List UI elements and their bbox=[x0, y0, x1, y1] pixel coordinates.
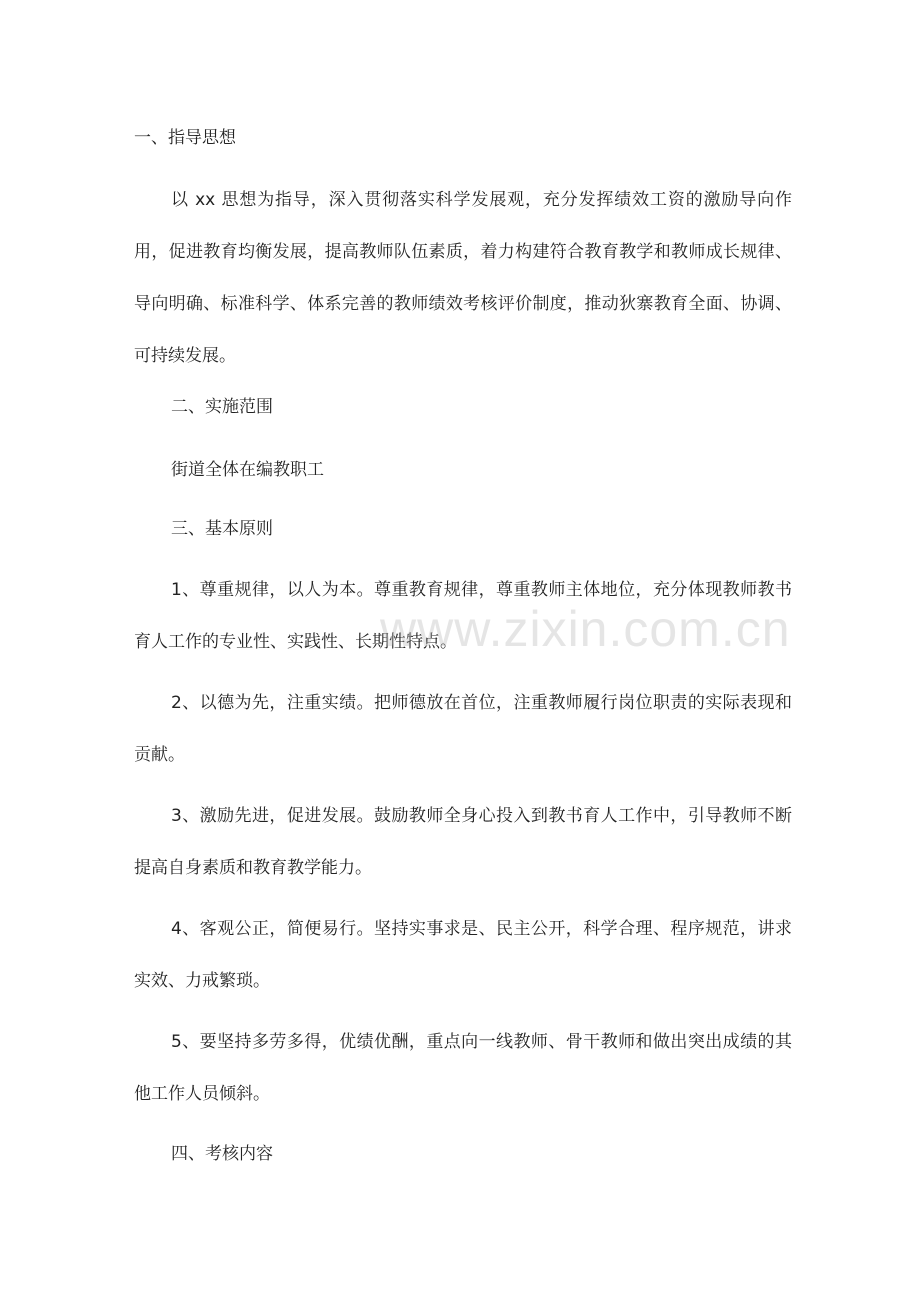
principle-item-4: 4、客观公正，简便易行。坚持实事求是、民主公开，科学合理、程序规范，讲求实效、力戒繁琐。 bbox=[134, 919, 792, 991]
site-watermark: www.zixin.com.cn bbox=[380, 601, 791, 657]
principle-item-2: 2、以德为先，注重实绩。把师德放在首位，注重教师履行岗位职责的实际表现和贡献。 bbox=[134, 693, 792, 765]
section-heading-scope: 二、实施范围 bbox=[171, 397, 273, 417]
section-heading-assessment-content: 四、考核内容 bbox=[171, 1144, 273, 1164]
section-heading-principles: 三、基本原则 bbox=[171, 519, 273, 539]
principle-item-1: 1、尊重规律，以人为本。尊重教育规律，尊重教师主体地位，充分体现教师教书育人工作的专业性、实践性、长期性特点。 bbox=[134, 580, 792, 652]
principle-item-5: 5、要坚持多劳多得，优绩优酬，重点向一线教师、骨干教师和做出突出成绩的其他工作人员倾斜。 bbox=[134, 1032, 792, 1104]
principle-item-3: 3、激励先进，促进发展。鼓励教师全身心投入到教书育人工作中，引导教师不断提高自身素质和教育教学能力。 bbox=[134, 806, 792, 878]
paragraph-scope: 街道全体在编教职工 bbox=[171, 460, 324, 480]
section-heading-guiding-ideology: 一、指导思想 bbox=[134, 128, 236, 148]
paragraph-guiding-ideology: 以 xx 思想为指导，深入贯彻落实科学发展观，充分发挥绩效工资的激励导向作用，促进教育均衡发展，提高教师队伍素质，着力构建符合教育教学和教师成长规律、导向明确、标准科学、体系完善的教师绩效考核评价制度，推动狄寨教育全面、协调、可持续发展。 bbox=[134, 190, 792, 366]
